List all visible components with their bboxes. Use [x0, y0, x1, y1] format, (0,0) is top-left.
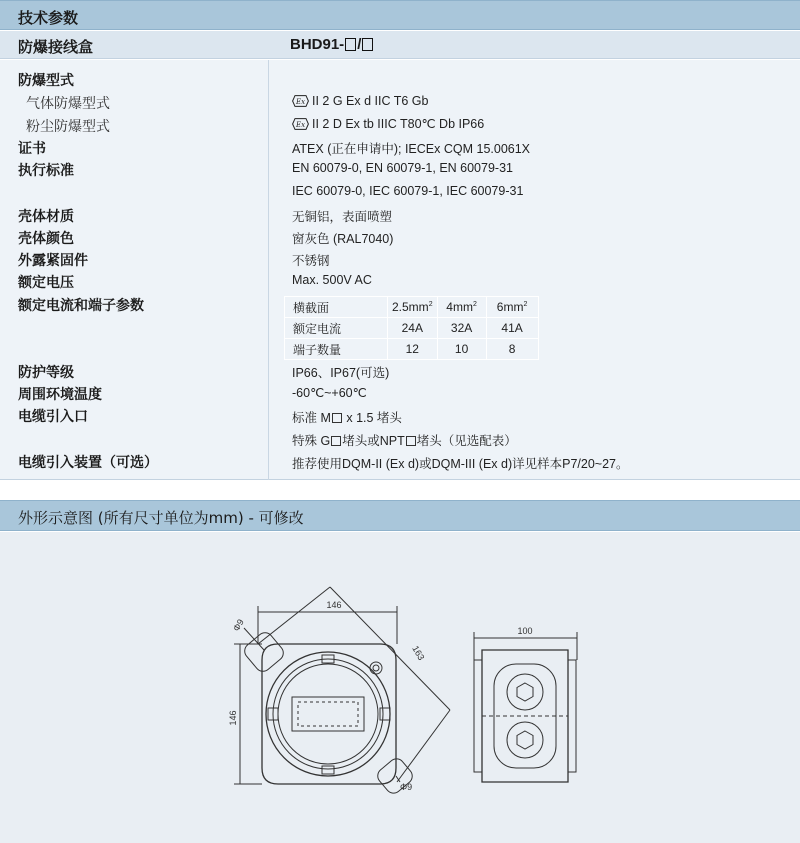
cover-clamp [322, 766, 334, 774]
table-cell [486, 297, 538, 318]
dim-label-width: 146 [326, 600, 342, 610]
table-cell: 横截面 [285, 297, 388, 318]
table-row [285, 339, 539, 360]
section-header-outline-drawing [0, 500, 800, 531]
value-certificate: ATEX (正在申请中); IECEx CQM 15.0061X [292, 142, 531, 156]
model-separator: / [357, 36, 362, 53]
label-explosion-type: 防爆型式 [18, 73, 74, 89]
cable-entry-upper [507, 674, 543, 710]
section-title: 技术参数 [18, 9, 79, 27]
entry-special-suffix: 堵头（见选配表） [416, 434, 517, 448]
label-cable-entry: 电缆引入口 [18, 409, 88, 425]
dim-line-diagonal [397, 710, 450, 782]
label-housing-color: 壳体颜色 [18, 231, 74, 247]
entry-std-prefix: 标准 M [292, 411, 331, 425]
specs-panel [0, 60, 800, 480]
cover-clamp [380, 708, 390, 720]
plug-hex-upper [517, 683, 533, 701]
table-row [285, 318, 539, 339]
earth-screw [370, 662, 382, 674]
label-rated-current: 额定电流和端子参数 [18, 298, 144, 314]
dim-line-diagonal [330, 587, 450, 710]
front-view [234, 587, 450, 796]
table-cell: 32A [437, 318, 486, 339]
value-standards-en: EN 60079-0, EN 60079-1, EN 60079-31 [292, 161, 513, 175]
product-name: 防爆接线盒 [18, 38, 94, 56]
value-cable-gland: 推荐使用DQM-II (Ex d)或DQM-III (Ex d)详见样本P7/20~27。 [292, 457, 629, 471]
cover-inner-circle [273, 659, 383, 769]
value-fasteners: 不锈钢 [292, 254, 330, 268]
dim-label-hole-bottom: Φ9 [400, 782, 413, 792]
superscript: 2 [428, 301, 433, 308]
cover-ring [278, 664, 378, 764]
cover-window-inner [298, 702, 358, 726]
entry-special-prefix: 特殊 G [292, 434, 331, 448]
table-cell: 24A [388, 318, 438, 339]
value-protection: IP66、IP67(可选) [292, 366, 390, 380]
label-standards: 执行标准 [18, 163, 74, 179]
ex-hexagon-icon [292, 95, 309, 107]
label-gas-type: 气体防爆型式 [26, 96, 110, 112]
model-placeholder-box [362, 38, 373, 51]
cable-entry-lower [507, 722, 543, 758]
dim-label-hole-top: Φ9 [231, 617, 246, 633]
current-terminal-table [284, 296, 539, 360]
value-dust-type [292, 116, 484, 131]
label-dust-type: 粉尘防爆型式 [26, 119, 110, 135]
label-housing-material: 壳体材质 [18, 209, 74, 225]
superscript: 2 [472, 301, 477, 308]
gas-marking: II 2 G Ex d IIC T6 Gb [312, 94, 429, 108]
leader-line [244, 628, 264, 650]
table-cell: 端子数量 [285, 339, 388, 360]
product-model [290, 36, 374, 53]
placeholder-box [332, 413, 342, 423]
side-view [474, 632, 577, 782]
placeholder-box [406, 436, 416, 446]
value-housing-material: 无铜铝，表面喷塑 [292, 210, 393, 224]
ex-hexagon-icon [292, 118, 309, 130]
table-cell: 41A [486, 318, 538, 339]
dim-line-diagonal [258, 587, 330, 644]
table-cell: 额定电流 [285, 318, 388, 339]
model-prefix: BHD91- [290, 36, 345, 53]
dim-label-diagonal: 163 [410, 644, 427, 663]
product-row [0, 31, 800, 59]
svg-text:Ex: Ex [295, 97, 306, 106]
column-divider [268, 60, 269, 480]
superscript: 2 [523, 301, 528, 308]
earth-screw-inner [373, 665, 379, 671]
dust-marking: II 2 D Ex tb IIIC T80℃ Db IP66 [312, 117, 485, 131]
dimension-drawing [0, 532, 800, 843]
value-cable-entry-special [292, 431, 517, 449]
label-cable-gland: 电缆引入装置（可选） [18, 455, 158, 471]
label-ambient-temp: 周围环境温度 [18, 387, 102, 403]
value-rated-voltage: Max. 500V AC [292, 273, 372, 287]
dim-label-side-width: 100 [517, 626, 533, 636]
side-flange-left [474, 660, 482, 772]
table-cell: 8 [486, 339, 538, 360]
label-certificate: 证书 [18, 141, 46, 157]
table-cell: 10 [437, 339, 486, 360]
label-fasteners: 外露紧固件 [18, 253, 88, 269]
section-value: 6mm [496, 300, 524, 314]
label-protection: 防护等级 [18, 365, 74, 381]
value-cable-entry-standard [292, 408, 402, 426]
section-value: 2.5mm [392, 300, 429, 314]
cover-outer-circle [266, 652, 390, 776]
dim-label-height: 146 [228, 710, 238, 726]
table-cell: 12 [388, 339, 438, 360]
value-housing-color: 窗灰色 (RAL7040) [292, 232, 394, 246]
label-rated-voltage: 额定电压 [18, 275, 74, 291]
section-header-tech-params [0, 0, 800, 30]
section-title: 外形示意图 (所有尺寸单位为mm) - 可修改 [18, 509, 304, 527]
entry-std-suffix: x 1.5 堵头 [342, 411, 402, 425]
entry-special-mid: 堵头或NPT [342, 434, 405, 448]
outline-drawing-area [0, 532, 800, 843]
model-placeholder-box [345, 38, 356, 51]
value-standards-iec: IEC 60079-0, IEC 60079-1, IEC 60079-31 [292, 184, 524, 198]
table-row [285, 297, 539, 318]
svg-text:Ex: Ex [295, 120, 306, 129]
section-value: 4mm [446, 300, 473, 314]
placeholder-box [331, 436, 341, 446]
value-gas-type [292, 94, 428, 108]
table-cell [437, 297, 486, 318]
plug-hex-lower [517, 731, 533, 749]
table-cell [388, 297, 438, 318]
side-flange-right [568, 660, 576, 772]
value-ambient-temp: -60℃~+60℃ [292, 386, 367, 400]
